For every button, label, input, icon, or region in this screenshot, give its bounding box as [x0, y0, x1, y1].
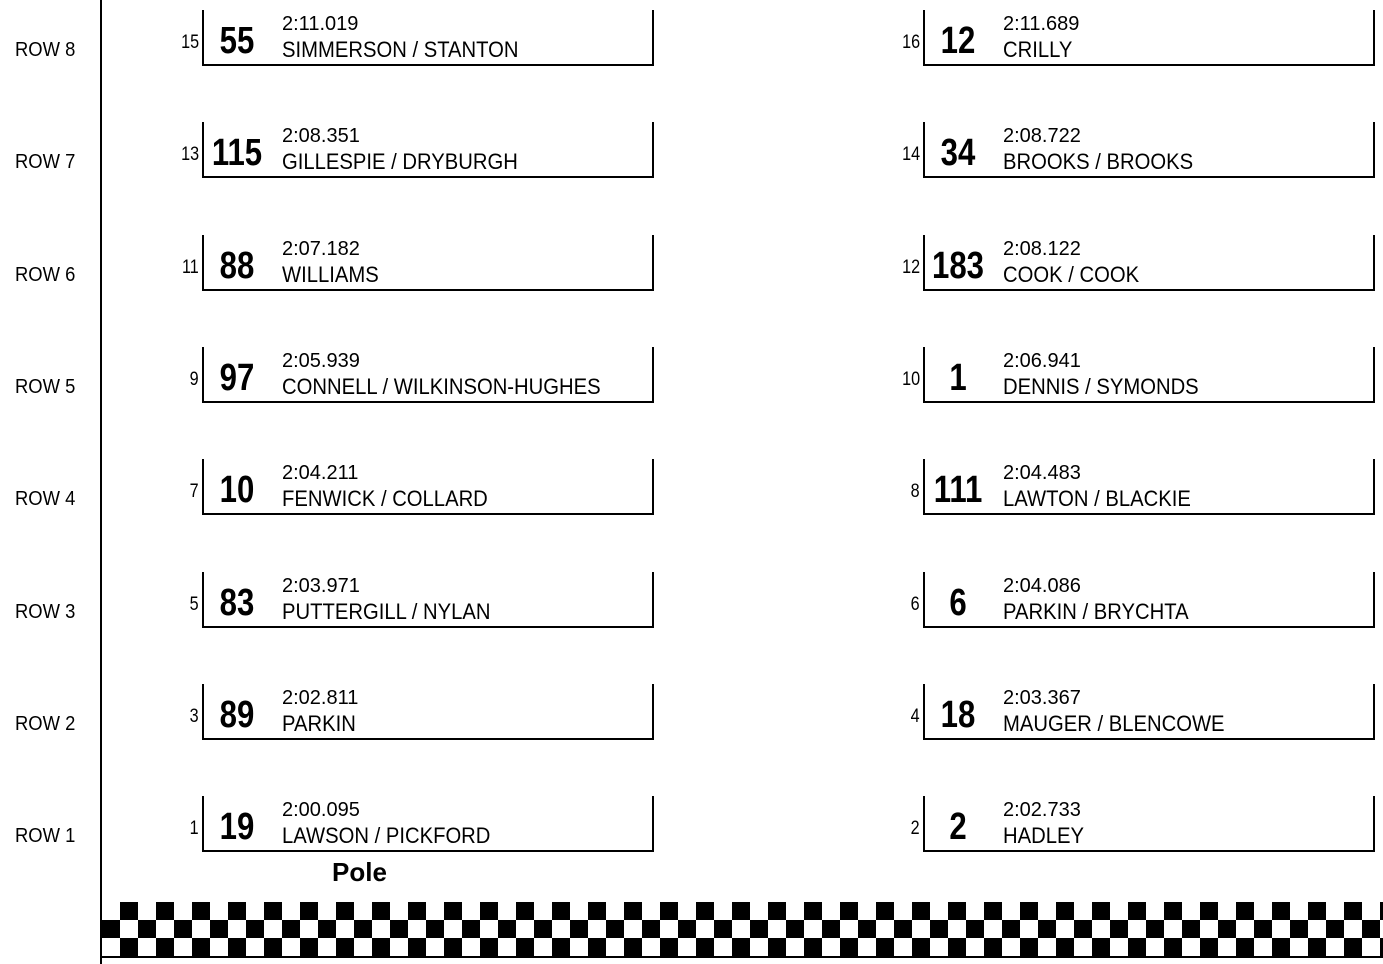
- grid-slot-right: [911, 684, 1373, 740]
- lap-time: 2:11.019: [282, 13, 359, 35]
- grid-slot-left: [190, 684, 652, 740]
- lap-time: 2:03.971: [282, 575, 360, 597]
- car-number: 88: [219, 245, 255, 287]
- car-number: 183: [932, 245, 984, 287]
- car-number: 83: [219, 582, 255, 624]
- lap-time: 2:04.086: [1003, 575, 1081, 597]
- slot-bracket: [923, 10, 1375, 66]
- grid-slot-right: [902, 10, 1373, 66]
- row-label: ROW 5: [15, 376, 76, 398]
- car-number: 89: [219, 694, 255, 736]
- row-label: ROW 6: [15, 264, 76, 286]
- grid-position: 3: [190, 706, 199, 727]
- driver-names: HADLEY: [1003, 823, 1085, 848]
- grid-slot-right: [902, 347, 1373, 403]
- grid-position: 5: [190, 594, 199, 615]
- lap-time: 2:02.811: [282, 687, 359, 709]
- driver-names: PARKIN: [282, 711, 356, 736]
- car-number: 111: [933, 469, 983, 511]
- grid-slot-left: [190, 347, 652, 403]
- row-label: ROW 1: [15, 825, 76, 847]
- car-number: 2: [949, 806, 967, 848]
- grid-slot-right: [911, 572, 1373, 628]
- grid-slot-left: [190, 796, 652, 852]
- driver-names: PUTTERGILL / NYLAN: [282, 599, 491, 624]
- grid-slot-right: [911, 459, 1373, 515]
- grid-position: 15: [181, 32, 199, 53]
- driver-names: SIMMERSON / STANTON: [282, 37, 519, 62]
- grid-position: 13: [181, 144, 199, 165]
- lap-time: 2:07.182: [282, 238, 360, 260]
- grid-slot-right: [902, 122, 1373, 178]
- lap-time: 2:00.095: [282, 799, 360, 821]
- grid-position: 1: [190, 818, 199, 839]
- lap-time: 2:08.722: [1003, 125, 1081, 147]
- lap-time: 2:02.733: [1003, 799, 1081, 821]
- lap-time: 2:05.939: [282, 350, 360, 372]
- grid-slot-left: [181, 10, 652, 66]
- grid-position: 7: [190, 481, 199, 502]
- grid-position: 8: [911, 481, 920, 502]
- row-label: ROW 8: [15, 39, 76, 61]
- car-number: 34: [940, 132, 976, 174]
- grid-position: 16: [902, 32, 920, 53]
- lap-time: 2:04.211: [282, 462, 359, 484]
- driver-names: CONNELL / WILKINSON-HUGHES: [282, 374, 601, 399]
- driver-names: LAWTON / BLACKIE: [1003, 486, 1191, 511]
- lap-time: 2:03.367: [1003, 687, 1081, 709]
- grid-position: 10: [902, 369, 920, 390]
- row-label: ROW 3: [15, 601, 76, 623]
- lap-time: 2:08.351: [282, 125, 360, 147]
- grid-position: 9: [190, 369, 199, 390]
- grid-slot-left: [190, 572, 652, 628]
- car-number: 115: [211, 132, 263, 174]
- car-number: 18: [940, 694, 976, 736]
- car-number: 6: [949, 582, 967, 624]
- grid-position: 11: [182, 257, 199, 278]
- car-number: 1: [949, 357, 967, 399]
- grid-position: 4: [911, 706, 920, 727]
- grid-slot-left: [190, 459, 652, 515]
- driver-names: DENNIS / SYMONDS: [1003, 374, 1199, 399]
- car-number: 12: [940, 20, 976, 62]
- driver-names: MAUGER / BLENCOWE: [1003, 711, 1225, 736]
- grid-slot-left: [181, 122, 652, 178]
- car-number: 19: [219, 806, 255, 848]
- car-number: 10: [219, 469, 255, 511]
- driver-names: FENWICK / COLLARD: [282, 486, 488, 511]
- driver-names: LAWSON / PICKFORD: [282, 823, 491, 848]
- lap-time: 2:06.941: [1003, 350, 1081, 372]
- car-number: 55: [219, 20, 255, 62]
- row-label: ROW 7: [15, 151, 76, 173]
- slot-bracket: [923, 235, 1375, 291]
- slot-bracket: [923, 796, 1375, 852]
- grid-position: 2: [911, 818, 920, 839]
- pole-label: Pole: [332, 857, 387, 887]
- car-number: 97: [219, 357, 255, 399]
- row-label: ROW 2: [15, 713, 76, 735]
- grid-position: 12: [902, 257, 920, 278]
- grid-position: 6: [911, 594, 920, 615]
- checkered-flag-band: [102, 902, 1383, 956]
- lap-time: 2:04.483: [1003, 462, 1081, 484]
- grid-slot-right: [911, 796, 1373, 852]
- grid-slot-right: [902, 235, 1373, 291]
- slot-bracket: [202, 684, 654, 740]
- driver-names: COOK / COOK: [1003, 262, 1140, 287]
- driver-names: BROOKS / BROOKS: [1003, 149, 1194, 174]
- start-line: [102, 956, 1383, 958]
- row-label: ROW 4: [15, 488, 76, 510]
- lap-time: 2:11.689: [1003, 13, 1080, 35]
- driver-names: WILLIAMS: [282, 262, 379, 287]
- driver-names: CRILLY: [1003, 37, 1073, 62]
- driver-names: GILLESPIE / DRYBURGH: [282, 149, 518, 174]
- grid-left-rule: [100, 0, 102, 964]
- lap-time: 2:08.122: [1003, 238, 1081, 260]
- driver-names: PARKIN / BRYCHTA: [1003, 599, 1189, 624]
- slot-bracket: [202, 235, 654, 291]
- grid-slot-left: [182, 235, 652, 291]
- grid-position: 14: [902, 144, 920, 165]
